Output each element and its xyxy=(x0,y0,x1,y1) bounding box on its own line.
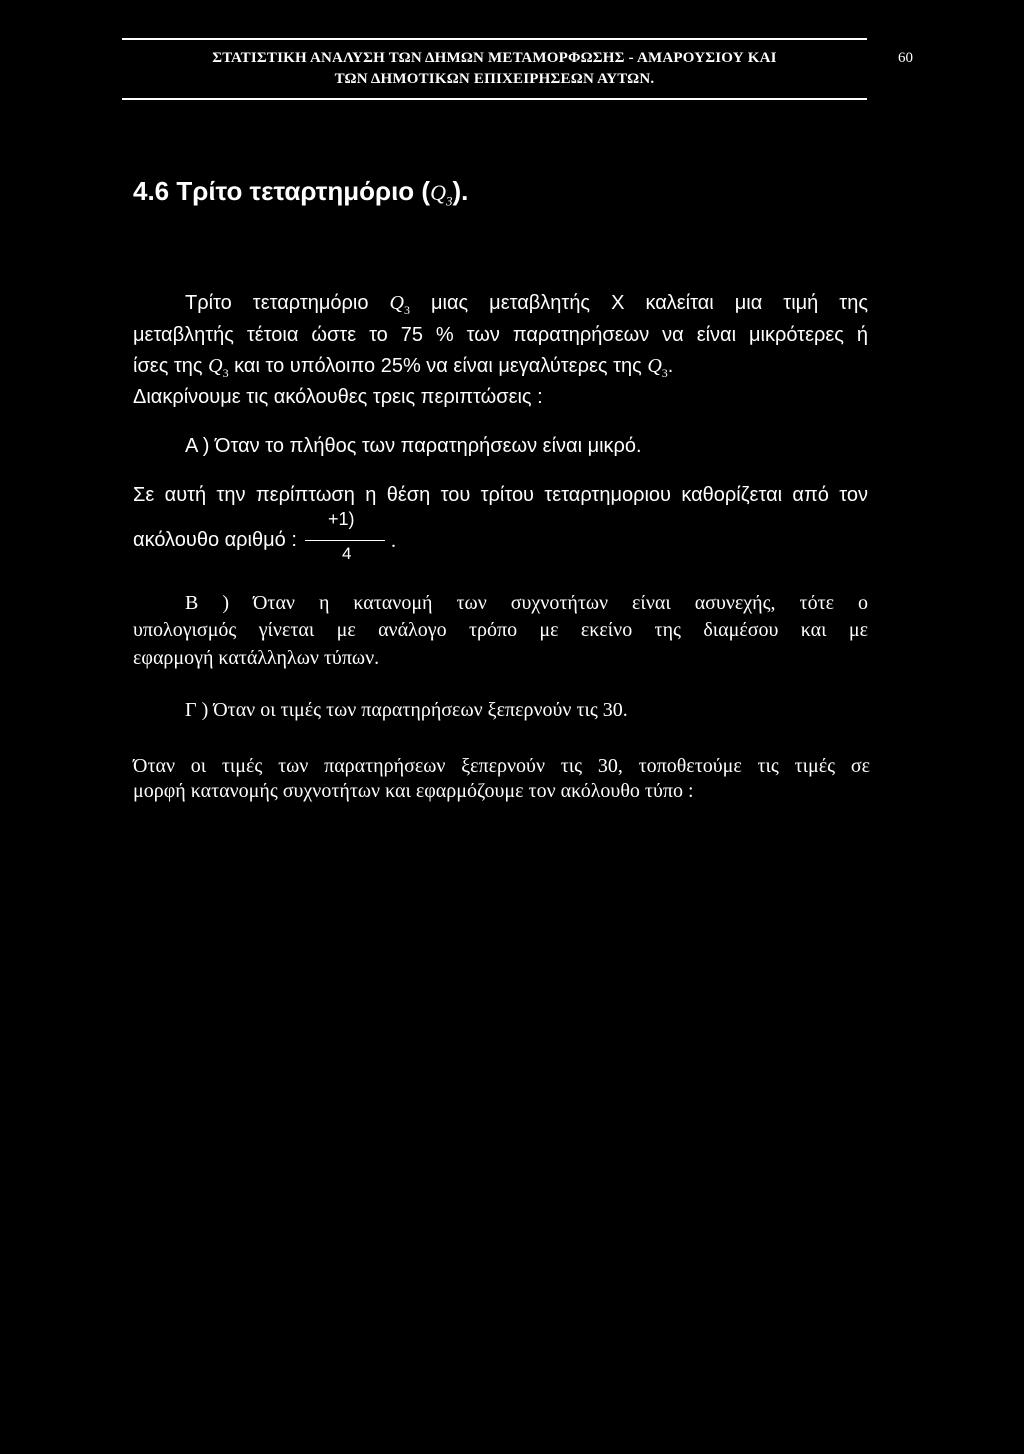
section-title-end: ). xyxy=(452,176,469,206)
q3-symbol: $Q_3$ xyxy=(430,180,453,209)
section-title-text: 4.6 Τρίτο τεταρτημόριο ( xyxy=(133,176,431,206)
intro-line-1: Τρίτο τεταρτημόριο $Q_3$ μιας μεταβλητής Χ καλείται μια τιμή της xyxy=(185,292,868,317)
q3-symbol: $Q_3$ xyxy=(208,355,229,380)
section-title xyxy=(133,176,468,209)
intro-line-3: ίσες της $Q_3$ και το υπόλοιπο 25% να είναι μεγαλύτερες της $Q_3$. xyxy=(133,355,674,380)
case-c-line-1: Όταν οι τιμές των παρατηρήσεων ξεπερνούν τις 30, τοποθετούμε τις τιμές σε xyxy=(133,755,870,777)
case-a-line-1: Σε αυτή την περίπτωση η θέση του τρίτου τεταρτημοριου καθορίζεται από τον xyxy=(133,484,868,506)
q3-symbol: $Q_3$ xyxy=(389,292,410,317)
intro-line-2: μεταβλητής τέτοια ώστε το 75 % των παρατηρήσεων να είναι μικρότερες ή xyxy=(133,324,868,346)
header-bottom-rule xyxy=(122,98,867,100)
header-top-rule xyxy=(122,38,867,40)
q3-symbol: $Q_3$ xyxy=(647,355,668,380)
case-c-heading: Γ ) Όταν οι τιμές των παρατηρήσεων ξεπερνούν τις 30. xyxy=(185,699,628,721)
page-number: 60 xyxy=(898,50,913,66)
intro-line-4: Διακρίνουμε τις ακόλουθες τρεις περιπτώσεις : xyxy=(133,386,543,408)
formula-fraction-bar xyxy=(305,540,385,541)
case-b-line-1: Β ) Όταν η κατανομή των συχνοτήτων είναι ασυνεχής, τότε ο xyxy=(185,592,868,614)
formula-denominator: 4 xyxy=(342,544,352,563)
case-b-line-3: εφαρμογή κατάλληλων τύπων. xyxy=(133,647,380,669)
running-header-line-2: ΤΩΝ ΔΗΜΟΤΙΚΩΝ ΕΠΙΧΕΙΡΗΣΕΩΝ ΑΥΤΩΝ. xyxy=(334,71,655,87)
formula-period: . xyxy=(391,530,396,552)
case-b-line-2: υπολογισμός γίνεται με ανάλογο τρόπο με εκείνο της διαμέσου και με xyxy=(133,619,868,641)
case-a-heading: Α ) Όταν το πλήθος των παρατηρήσεων είναι μικρό. xyxy=(185,435,642,457)
case-c-line-2: μορφή κατανομής συχνοτήτων και εφαρμόζουμε τον ακόλουθο τύπο : xyxy=(133,780,694,802)
formula-numerator: +1) xyxy=(328,509,355,529)
case-a-line-2: ακόλουθο αριθμό : xyxy=(133,529,297,551)
running-header-line-1: ΣΤΑΤΙΣΤΙΚΗ ΑΝΑΛΥΣΗ ΤΩΝ ΔΗΜΩΝ ΜΕΤΑΜΟΡΦΩΣΗΣ - ΑΜΑΡΟΥΣΙΟΥ ΚΑΙ xyxy=(212,50,777,66)
